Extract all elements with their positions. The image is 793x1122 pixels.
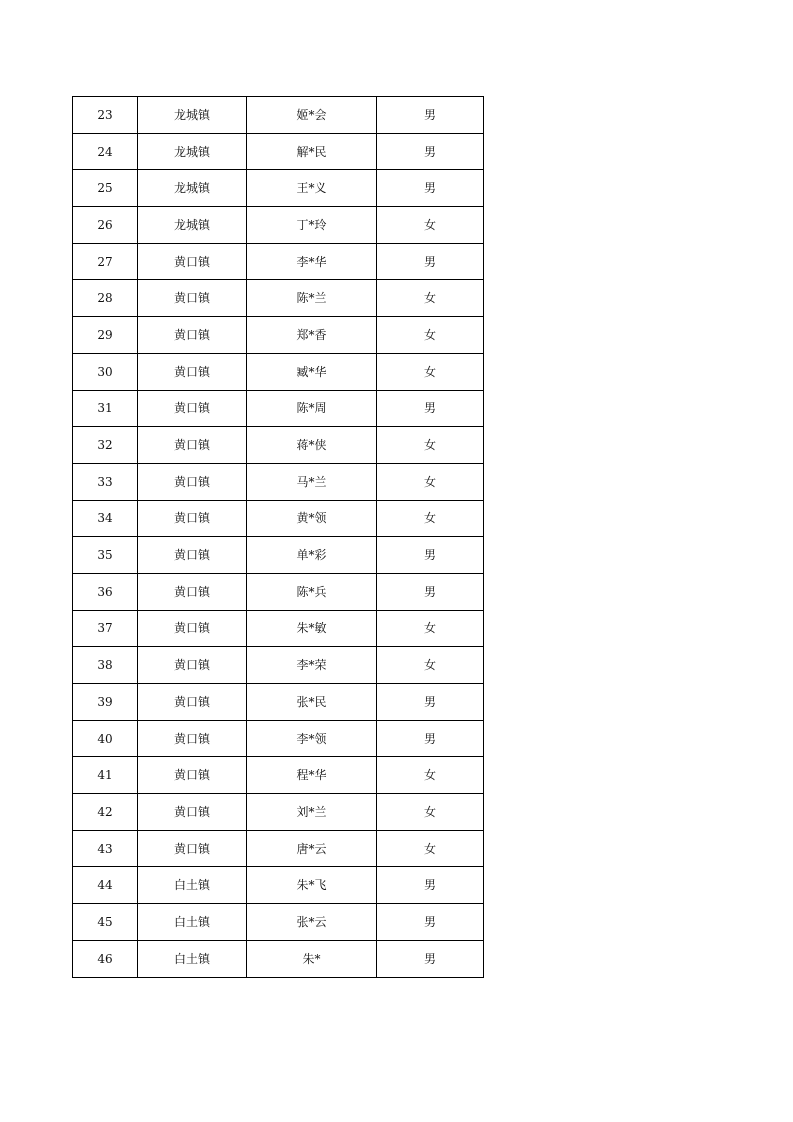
town-cell: 龙城镇 — [138, 170, 247, 207]
name-cell: 丁*玲 — [247, 207, 377, 244]
name-cell: 程*华 — [247, 757, 377, 794]
name-cell: 李*荣 — [247, 647, 377, 684]
town-cell: 白土镇 — [138, 904, 247, 941]
town-cell: 黄口镇 — [138, 720, 247, 757]
table-row — [73, 940, 484, 977]
name-cell: 朱* — [247, 940, 377, 977]
row-number-cell: 40 — [73, 720, 138, 757]
row-number-cell: 43 — [73, 830, 138, 867]
row-number-cell: 38 — [73, 647, 138, 684]
gender-cell: 女 — [377, 757, 484, 794]
row-number-cell: 24 — [73, 133, 138, 170]
gender-cell: 女 — [377, 280, 484, 317]
town-cell: 黄口镇 — [138, 427, 247, 464]
town-cell: 黄口镇 — [138, 463, 247, 500]
gender-cell: 男 — [377, 867, 484, 904]
name-cell: 单*彩 — [247, 537, 377, 574]
town-cell: 黄口镇 — [138, 280, 247, 317]
table-row — [73, 243, 484, 280]
table-row — [73, 427, 484, 464]
row-number-cell: 41 — [73, 757, 138, 794]
table-row — [73, 170, 484, 207]
table-row — [73, 97, 484, 134]
name-cell: 姬*会 — [247, 97, 377, 134]
table-row — [73, 500, 484, 537]
town-cell: 龙城镇 — [138, 97, 247, 134]
gender-cell: 男 — [377, 170, 484, 207]
gender-cell: 女 — [377, 610, 484, 647]
table-row — [73, 317, 484, 354]
name-cell: 张*民 — [247, 684, 377, 721]
table-row — [73, 757, 484, 794]
name-cell: 刘*兰 — [247, 794, 377, 831]
gender-cell: 男 — [377, 720, 484, 757]
row-number-cell: 42 — [73, 794, 138, 831]
town-cell: 黄口镇 — [138, 317, 247, 354]
town-cell: 白土镇 — [138, 940, 247, 977]
name-cell: 唐*云 — [247, 830, 377, 867]
name-cell: 李*华 — [247, 243, 377, 280]
row-number-cell: 31 — [73, 390, 138, 427]
row-number-cell: 27 — [73, 243, 138, 280]
roster-table — [72, 96, 484, 978]
town-cell: 黄口镇 — [138, 794, 247, 831]
town-cell: 黄口镇 — [138, 353, 247, 390]
table-row — [73, 794, 484, 831]
row-number-cell: 32 — [73, 427, 138, 464]
name-cell: 陈*周 — [247, 390, 377, 427]
name-cell: 王*义 — [247, 170, 377, 207]
row-number-cell: 28 — [73, 280, 138, 317]
table-row — [73, 573, 484, 610]
gender-cell: 男 — [377, 573, 484, 610]
town-cell: 黄口镇 — [138, 243, 247, 280]
gender-cell: 女 — [377, 317, 484, 354]
gender-cell: 女 — [377, 647, 484, 684]
town-cell: 黄口镇 — [138, 830, 247, 867]
gender-cell: 女 — [377, 830, 484, 867]
table-row — [73, 684, 484, 721]
town-cell: 黄口镇 — [138, 500, 247, 537]
gender-cell: 男 — [377, 904, 484, 941]
table-row — [73, 610, 484, 647]
table-row — [73, 280, 484, 317]
gender-cell: 男 — [377, 940, 484, 977]
row-number-cell: 23 — [73, 97, 138, 134]
table-row — [73, 537, 484, 574]
gender-cell: 男 — [377, 537, 484, 574]
table-row — [73, 904, 484, 941]
table-row — [73, 720, 484, 757]
name-cell: 李*领 — [247, 720, 377, 757]
name-cell: 蒋*侠 — [247, 427, 377, 464]
roster-table-body — [73, 97, 484, 978]
town-cell: 龙城镇 — [138, 133, 247, 170]
table-row — [73, 463, 484, 500]
name-cell: 朱*敏 — [247, 610, 377, 647]
row-number-cell: 35 — [73, 537, 138, 574]
name-cell: 臧*华 — [247, 353, 377, 390]
town-cell: 黄口镇 — [138, 390, 247, 427]
row-number-cell: 25 — [73, 170, 138, 207]
town-cell: 黄口镇 — [138, 757, 247, 794]
row-number-cell: 45 — [73, 904, 138, 941]
town-cell: 黄口镇 — [138, 684, 247, 721]
gender-cell: 男 — [377, 684, 484, 721]
town-cell: 龙城镇 — [138, 207, 247, 244]
gender-cell: 女 — [377, 463, 484, 500]
row-number-cell: 36 — [73, 573, 138, 610]
row-number-cell: 46 — [73, 940, 138, 977]
row-number-cell: 29 — [73, 317, 138, 354]
town-cell: 黄口镇 — [138, 647, 247, 684]
row-number-cell: 44 — [73, 867, 138, 904]
town-cell: 黄口镇 — [138, 537, 247, 574]
row-number-cell: 37 — [73, 610, 138, 647]
table-row — [73, 830, 484, 867]
row-number-cell: 26 — [73, 207, 138, 244]
table-row — [73, 133, 484, 170]
table-row — [73, 353, 484, 390]
name-cell: 陈*兵 — [247, 573, 377, 610]
row-number-cell: 33 — [73, 463, 138, 500]
name-cell: 张*云 — [247, 904, 377, 941]
table-row — [73, 647, 484, 684]
table-row — [73, 207, 484, 244]
town-cell: 白土镇 — [138, 867, 247, 904]
name-cell: 朱*飞 — [247, 867, 377, 904]
table-row — [73, 390, 484, 427]
name-cell: 郑*香 — [247, 317, 377, 354]
name-cell: 解*民 — [247, 133, 377, 170]
gender-cell: 女 — [377, 353, 484, 390]
gender-cell: 男 — [377, 133, 484, 170]
town-cell: 黄口镇 — [138, 610, 247, 647]
name-cell: 陈*兰 — [247, 280, 377, 317]
table-row — [73, 867, 484, 904]
gender-cell: 女 — [377, 794, 484, 831]
town-cell: 黄口镇 — [138, 573, 247, 610]
gender-cell: 男 — [377, 97, 484, 134]
gender-cell: 男 — [377, 390, 484, 427]
gender-cell: 女 — [377, 207, 484, 244]
row-number-cell: 30 — [73, 353, 138, 390]
gender-cell: 女 — [377, 500, 484, 537]
name-cell: 黄*领 — [247, 500, 377, 537]
row-number-cell: 39 — [73, 684, 138, 721]
gender-cell: 女 — [377, 427, 484, 464]
gender-cell: 男 — [377, 243, 484, 280]
row-number-cell: 34 — [73, 500, 138, 537]
name-cell: 马*兰 — [247, 463, 377, 500]
